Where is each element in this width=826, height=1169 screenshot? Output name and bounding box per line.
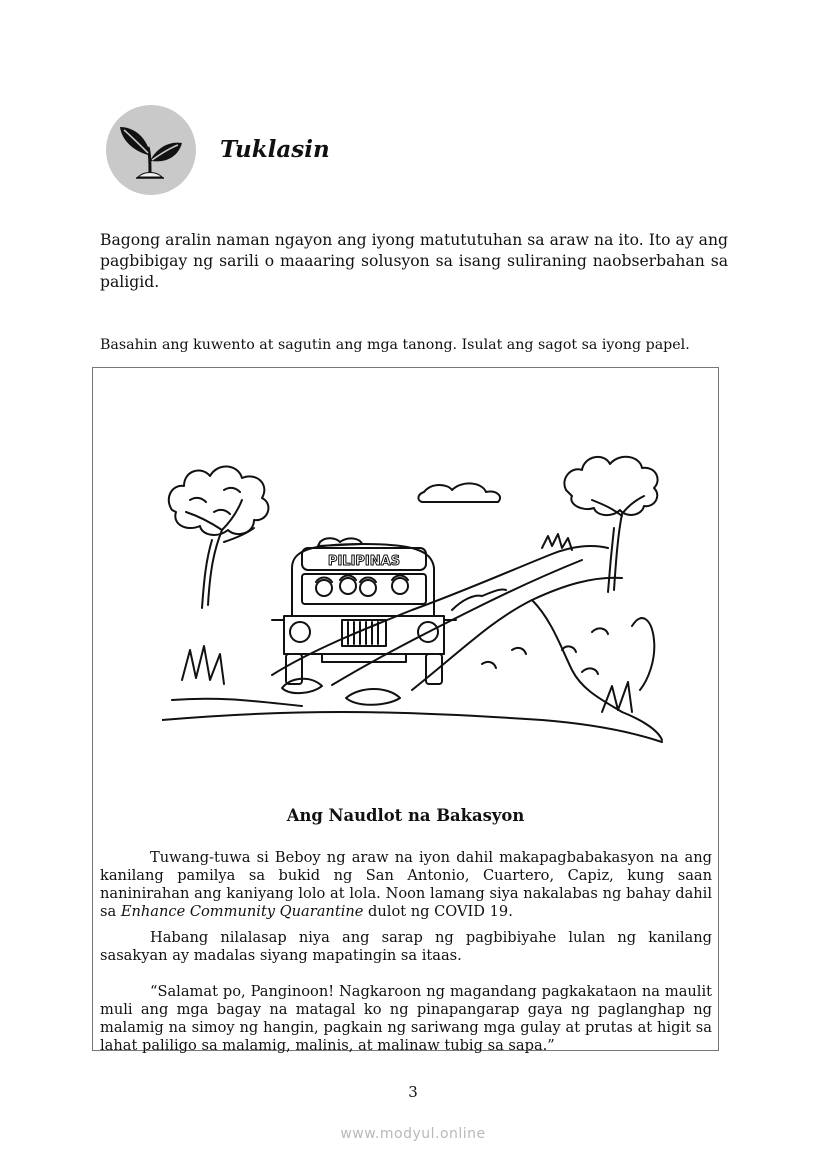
sprout-icon — [106, 105, 196, 195]
story-title: Ang Naudlot na Bakasyon — [286, 806, 525, 825]
left-tree — [169, 466, 269, 608]
page-number: 3 — [408, 1083, 418, 1101]
story-p1-end: dulot ng COVID 19. — [363, 903, 513, 920]
right-tree — [564, 457, 657, 592]
watermark: www.modyul.online — [340, 1126, 486, 1142]
story-paragraph-2: Habang nilalasap niya ang sarap ng pagbibiyahe lulan ng kanilang sasakyan ay madalas siyang mapatingin sa itaas. — [100, 929, 712, 964]
cloud — [418, 483, 500, 502]
jeep-sign: PILIPINAS — [327, 554, 401, 569]
story-paragraph-1 — [100, 849, 712, 921]
instructions: Basahin ang kuwento at sagutin ang mga tanong. Isulat ang sagot sa iyong papel. — [100, 337, 690, 353]
jeepney-road-illustration — [162, 450, 666, 755]
section-title: Tuklasin — [220, 136, 330, 163]
intro-paragraph: Bagong aralin naman ngayon ang iyong matututuhan sa araw na ito. Ito ay ang pagbibigay ng sarili o maaaring solusyon sa isang suliraning naobserbahan sa paligid. — [100, 231, 728, 291]
story-p1-italic: Enhance Community Quarantine — [120, 903, 364, 920]
story-paragraph-3: “Salamat po, Panginoon! Nagkaroon ng magandang pagkakataon na maulit muli ang mga bagay na matagal ko ng pinapangarap gaya ng paglanghap ng malamig na simoy ng hangin, pagkain ng sariwang mga gulay at prutas at higit sa lahat paliligo sa malamig, malinis, at malinaw tubig sa sapa.” — [100, 983, 712, 1054]
story-p1-text: Tuwang-tuwa si Beboy ng araw na iyon dahil makapagbabakasyon na ang kanilang pamilya sa bukid ng San Antonio, Cuartero, Capiz, kung saan naninirahan ang kaniyang lolo at lola. Noon lamang siya nakalabas ng bahay dahil sa — [100, 849, 712, 920]
jeepney — [272, 544, 456, 684]
rock — [346, 689, 400, 705]
section-icon-badge — [106, 105, 196, 195]
